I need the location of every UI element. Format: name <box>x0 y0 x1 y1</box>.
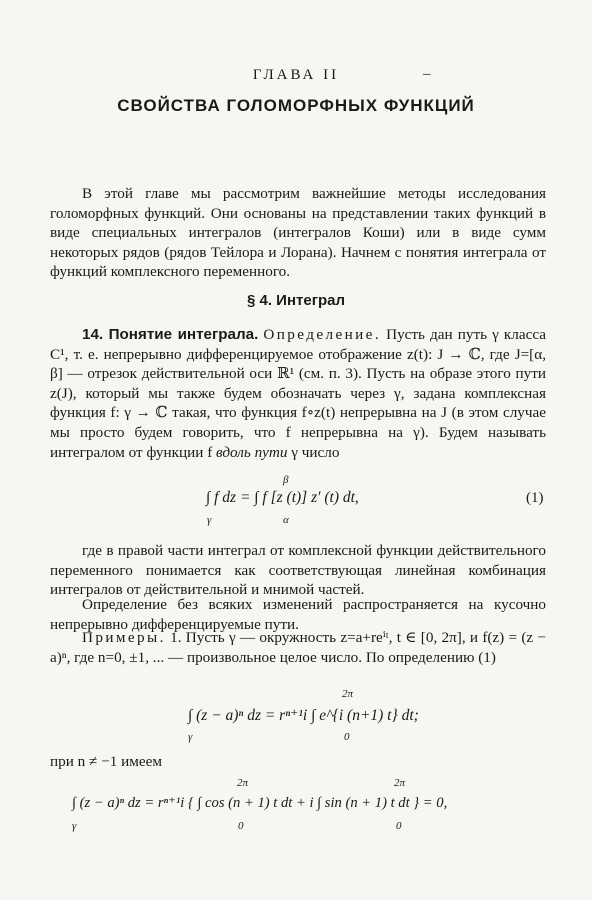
section-title: § 4. Интеграл <box>247 292 345 309</box>
definition-extension-paragraph: Определение без всяких изменений распространяется на кусочно непрерывно дифференцируемые пути. <box>50 596 546 633</box>
item14-heading: 14. Понятие интеграла. <box>82 326 259 343</box>
eq3-lower-left: γ <box>72 820 77 832</box>
equation-2: ∫ (z − a)ⁿ dz = rⁿ⁺¹i ∫ e^{i (n+1) t} dt; <box>188 707 419 724</box>
examples-paragraph <box>50 628 546 667</box>
eq1-lower-left: γ <box>207 514 212 526</box>
eq1-upper-right: β <box>283 474 289 486</box>
eq1-lower-right: α <box>283 514 289 526</box>
eq3-upper-right: 2π <box>394 777 406 789</box>
eq3-lower-right: 0 <box>396 820 402 832</box>
equation-1-number: (1) <box>526 490 544 506</box>
definition-label: Определение. <box>263 326 382 343</box>
examples-label: Примеры. <box>82 629 166 646</box>
after-eq1-paragraph: где в правой части интеграл от комплексной функции действительного переменного понимается как соответствующая линейная комбинация интегралов от действительной и мнимой частей. <box>50 542 546 599</box>
eq2-lower-left: γ <box>188 731 193 743</box>
examples-text: 1. Пусть γ — окружность z=a+reⁱᵗ, t ∈ [0, 2π], и f(z) = (z − a)ⁿ, где n=0, ±1, ... — произвольное целое число. По определению (1) <box>50 629 546 666</box>
eq2-upper-right: 2π <box>342 688 354 700</box>
chapter-label: ГЛАВА II <box>252 67 340 83</box>
item14-emphasis: вдоль пути <box>216 443 288 461</box>
item14-text-a: Пусть дан путь γ класса C¹, т. е. непрерывно дифференцируемое отображение z(t): J → ℂ, где J=[α, β] — отрезок действительной оси ℝ¹ (см. п. 3). Пусть на образе этого пути z(J), который мы также будем обозначать через γ, задана комплексная функция f: γ → ℂ такая, что функция f∘z(t) непрерывна на J (в этом случае мы просто будем говорить, что f непрерывна на γ). Будем называть интегралом от функции f <box>50 326 546 461</box>
intro-paragraph: В этой главе мы рассмотрим важнейшие методы исследования голоморфных функций. Они основаны на представлении таких функций в виде специальных интегралов (интегралов Коши) или в виде сумм некоторых рядов (рядов Тейлора и Лорана). Начнем с понятия интеграла от функций комплексного переменного. <box>50 185 546 281</box>
when-line: при n ≠ −1 имеем <box>50 753 162 770</box>
chapter-title: СВОЙСТВА ГОЛОМОРФНЫХ ФУНКЦИЙ <box>117 96 475 115</box>
item14-text-b: γ число <box>291 443 340 461</box>
equation-3: ∫ (z − a)ⁿ dz = rⁿ⁺¹i { ∫ cos (n + 1) t dt + i ∫ sin (n + 1) t dt } = 0, <box>72 795 448 811</box>
eq3-upper-mid: 2π <box>237 777 249 789</box>
eq3-lower-mid: 0 <box>238 820 244 832</box>
equation-1: ∫ f dz = ∫ f [z (t)] z′ (t) dt, <box>206 489 359 506</box>
eq2-lower-right: 0 <box>344 731 350 743</box>
item14-paragraph <box>50 325 546 462</box>
page-dash-mark: – <box>423 66 431 82</box>
